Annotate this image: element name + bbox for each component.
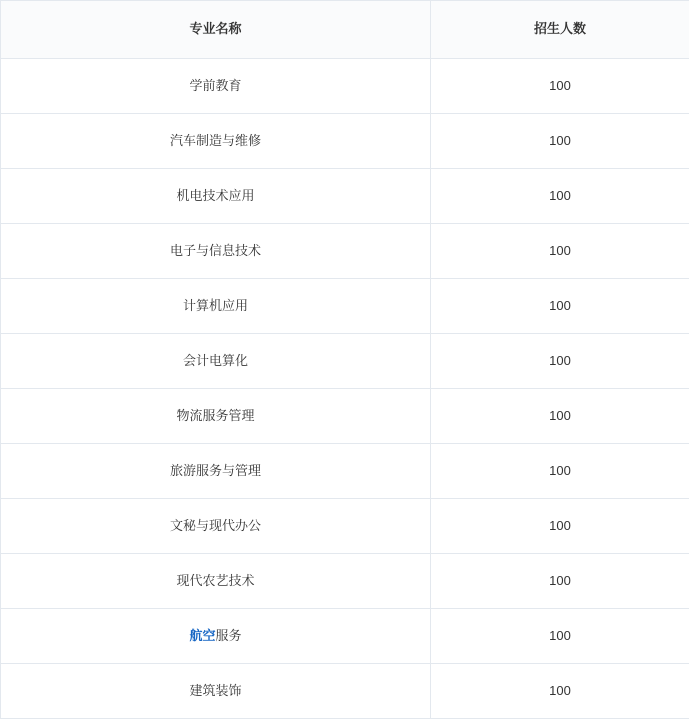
enrollment-count-text: 100 [431,682,689,700]
cell-major-name [1,499,431,554]
enrollment-count-text: 100 [431,352,689,370]
cell-major-name [1,554,431,609]
column-header-major-name-label: 专业名称 [1,20,430,38]
cell-enrollment-count [431,664,689,719]
major-name-text: 汽车制造与维修 [1,132,430,150]
table-row [1,554,689,609]
major-name-text: 会计电算化 [1,352,430,370]
cell-enrollment-count [431,169,689,224]
enrollment-count-text: 100 [431,627,689,645]
table-body [1,59,689,719]
table-row [1,444,689,499]
column-header-enrollment-count-label: 招生人数 [431,20,689,38]
cell-enrollment-count [431,499,689,554]
cell-major-name [1,334,431,389]
enrollment-count-text: 100 [431,242,689,260]
enrollment-count-text: 100 [431,572,689,590]
cell-major-name [1,279,431,334]
major-name-text: 电子与信息技术 [1,242,430,260]
cell-enrollment-count [431,114,689,169]
table-row [1,334,689,389]
major-name-text: 计算机应用 [1,297,430,315]
column-header-major-name [1,1,431,59]
table-row [1,499,689,554]
cell-enrollment-count [431,59,689,114]
enrollment-count-text: 100 [431,77,689,95]
cell-major-name [1,59,431,114]
major-name-text: 机电技术应用 [1,187,430,205]
major-name-text-highlighted [1,627,430,645]
enrollment-count-text: 100 [431,407,689,425]
cell-enrollment-count [431,389,689,444]
table-row [1,609,689,664]
cell-enrollment-count [431,224,689,279]
table-header-row [1,1,689,59]
cell-major-name [1,664,431,719]
table-row [1,224,689,279]
table-row [1,169,689,224]
cell-enrollment-count [431,279,689,334]
major-name-text: 学前教育 [1,77,430,95]
major-name-text: 物流服务管理 [1,407,430,425]
major-name-highlight-prefix: 航空 [189,628,215,643]
cell-major-name [1,389,431,444]
cell-major-name [1,114,431,169]
major-name-text: 旅游服务与管理 [1,462,430,480]
table-row [1,59,689,114]
cell-enrollment-count [431,609,689,664]
cell-major-name [1,169,431,224]
cell-major-name [1,444,431,499]
enrollment-count-text: 100 [431,132,689,150]
enrollment-count-text: 100 [431,297,689,315]
table-row [1,389,689,444]
cell-enrollment-count [431,554,689,609]
major-name-text: 文秘与现代办公 [1,517,430,535]
table-row [1,279,689,334]
cell-enrollment-count [431,444,689,499]
enrollment-count-text: 100 [431,462,689,480]
table-row [1,114,689,169]
table-row [1,664,689,719]
cell-enrollment-count [431,334,689,389]
enrollment-count-text: 100 [431,187,689,205]
cell-major-name [1,609,431,664]
cell-major-name [1,224,431,279]
table-header [1,1,689,59]
enrollment-count-text: 100 [431,517,689,535]
major-name-text: 建筑装饰 [1,682,430,700]
major-name-highlight-suffix: 服务 [216,628,242,643]
column-header-enrollment-count [431,1,689,59]
major-name-text: 现代农艺技术 [1,572,430,590]
